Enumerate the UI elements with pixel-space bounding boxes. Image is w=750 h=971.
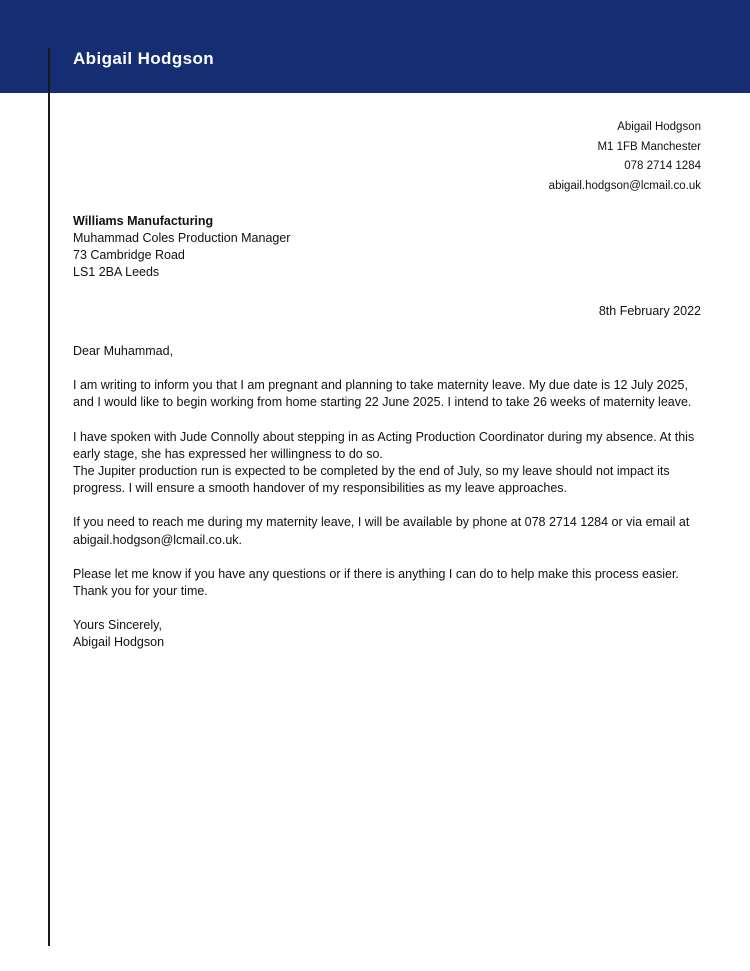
signature: Abigail Hodgson [73,635,165,650]
header-name: Abigail Hodgson [73,49,215,68]
paragraph-contact: If you need to reach me during my maternity leave, I will be available by phone at 078 2714 1284 or via email at abigail.hodgson@lcmail.co.uk. [73,515,690,547]
paragraph-closing: Please let me know if you have any questions or if there is anything I can do to help make this process easier. Thank you for your time. [73,566,679,599]
letter-body [73,343,705,669]
header-band [0,0,750,93]
recipient-block [73,213,290,281]
vertical-rule [48,48,50,946]
letter-date: 8th February 2022 [598,304,701,318]
salutation: Dear Muhammad, [73,344,174,358]
paragraph-cover [73,429,705,498]
recipient-city: LS1 2BA Leeds [73,265,160,279]
recipient-contact: Muhammad Coles Production Manager [73,231,291,245]
closing-block [73,617,705,651]
paragraph-cover-text: I have spoken with Jude Connolly about stepping in as Acting Production Coordinator during my absence. At this early stage, she has expressed her willingness to do so. [73,429,695,461]
sender-email: abigail.hodgson@lcmail.co.uk [548,180,701,193]
sender-block [549,118,701,197]
paragraph-project-text: The Jupiter production run is expected to be completed by the end of July, so my leave should not impact its progress. I will ensure a smooth handover of my responsibilities as my leave approaches. [73,464,670,496]
recipient-company: Williams Manufacturing [73,214,214,228]
sender-name: Abigail Hodgson [617,121,701,133]
valediction: Yours Sincerely, [73,618,162,633]
recipient-street: 73 Cambridge Road [73,248,185,262]
sender-phone: 078 2714 1284 [624,160,701,173]
sender-address: M1 1FB Manchester [597,140,701,153]
paragraph-intro: I am writing to inform you that I am pregnant and planning to take maternity leave. My due date is 12 July 2025, and I would like to begin working from home starting 22 June 2025. I intend to take 26 weeks of maternity leave. [73,378,692,410]
